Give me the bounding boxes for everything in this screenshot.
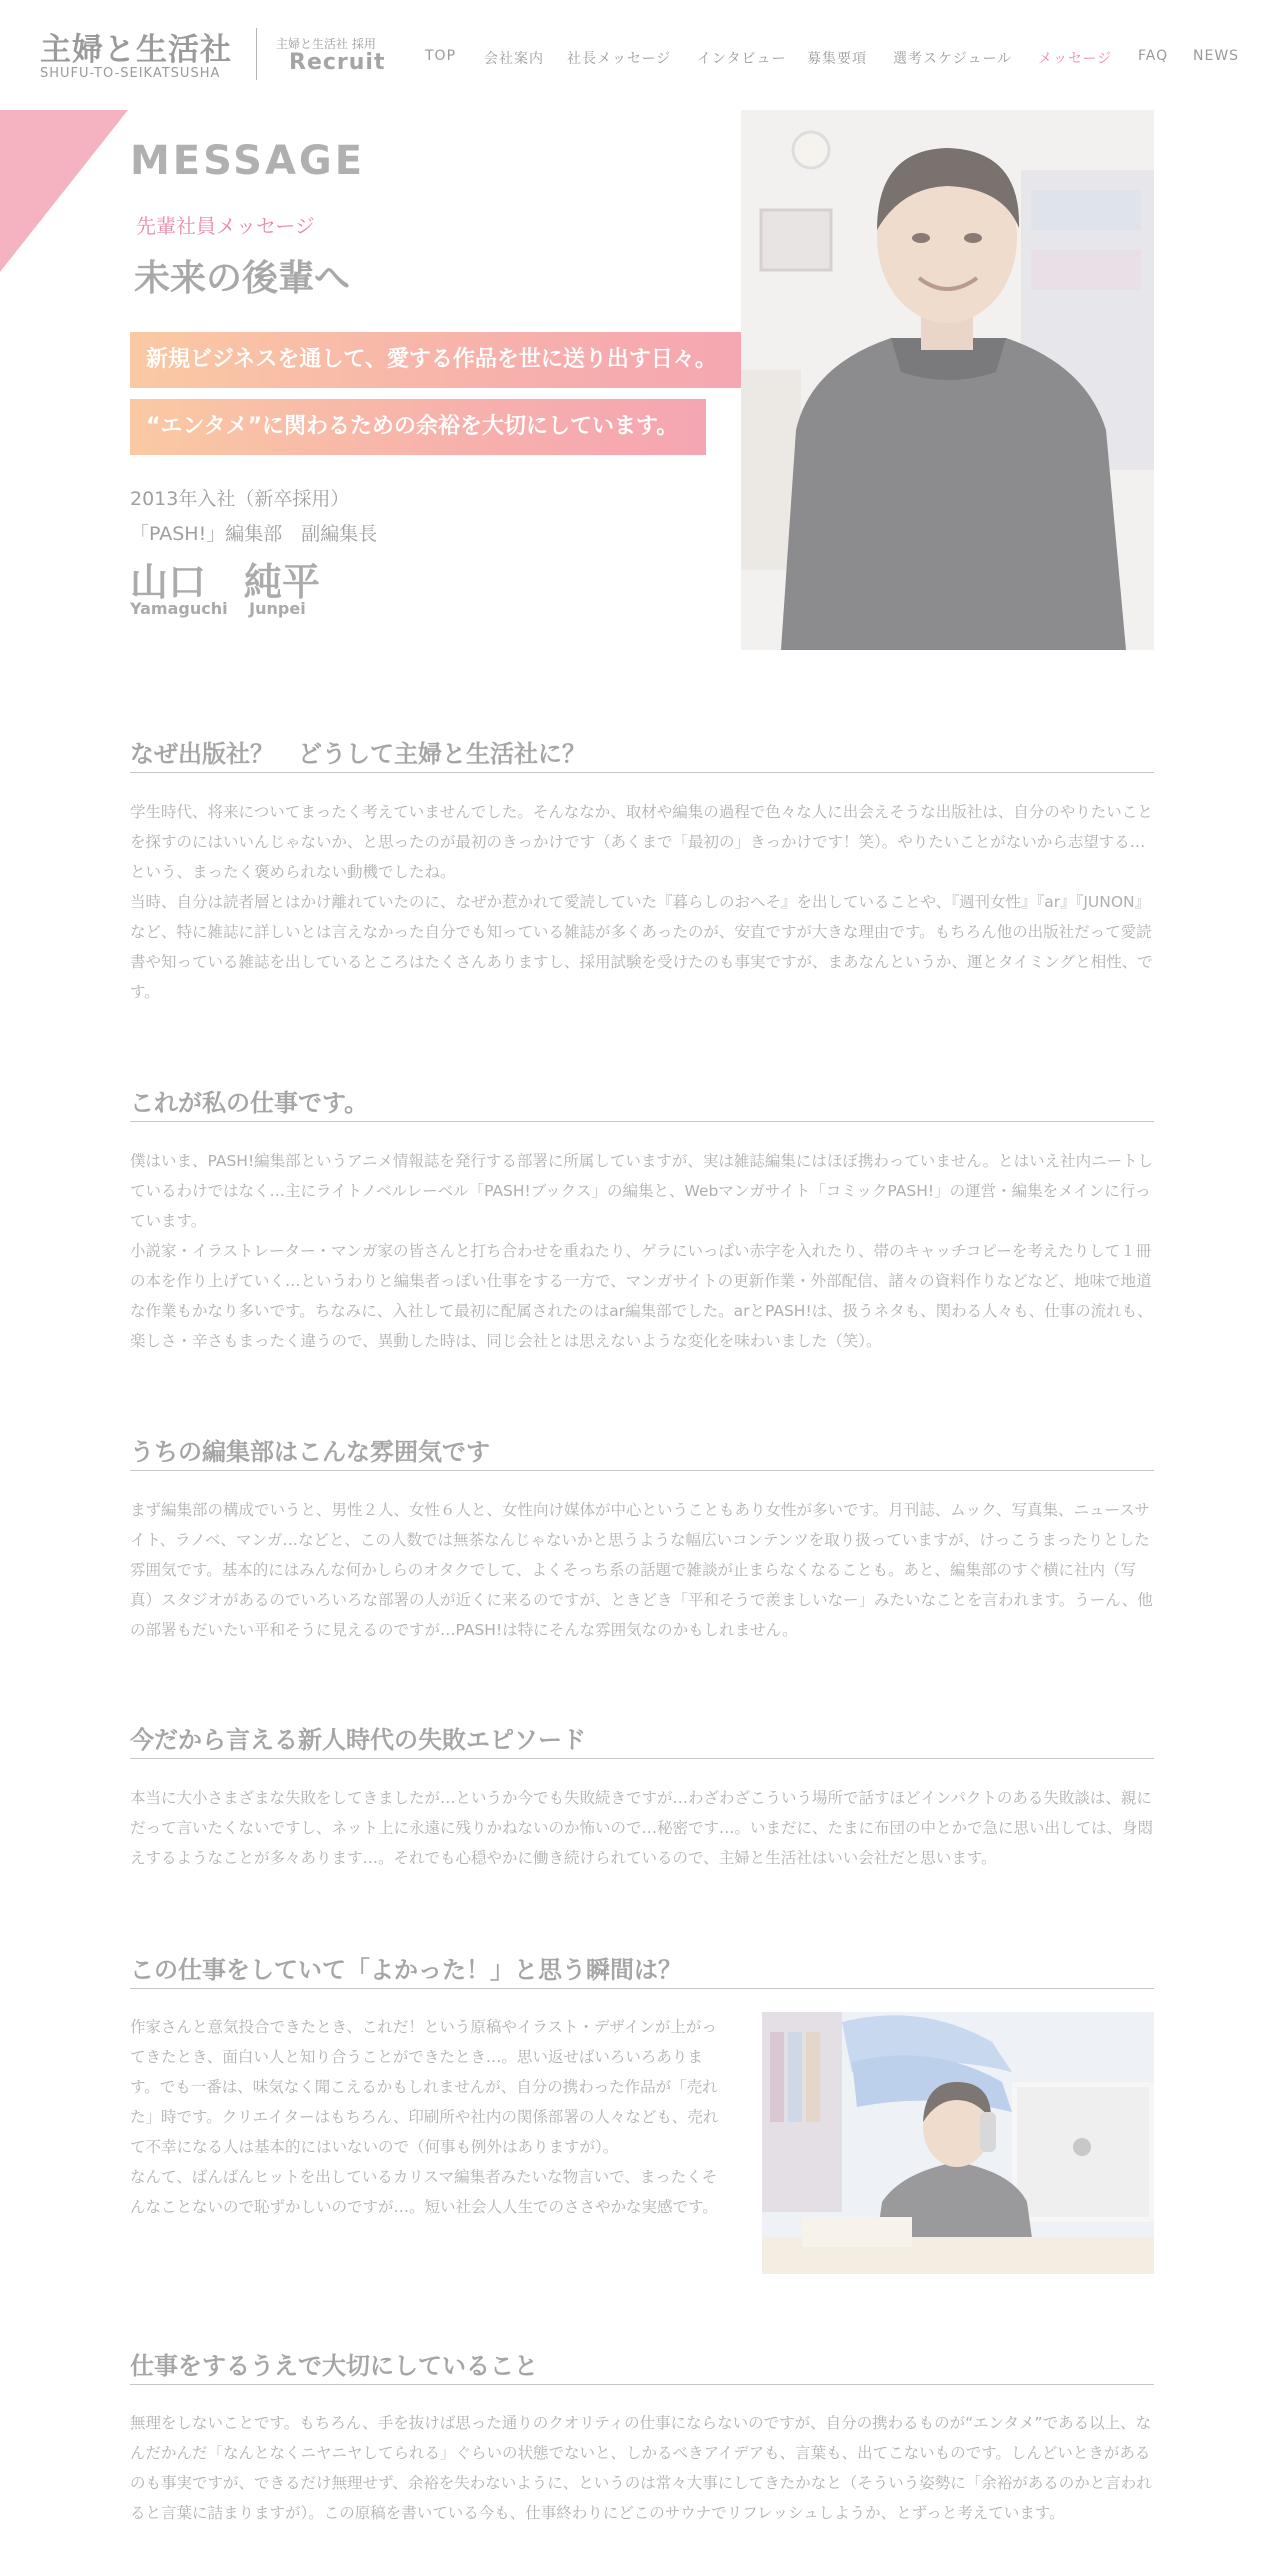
section-divider	[130, 1988, 1154, 1989]
paragraph: 小説家・イラストレーター・マンガ家の皆さんと打ち合わせを重ねたり、ゲラにいっぱい赤字を入れたり、帯のキャッチコピーを考えたりして１冊の本を作り上げていく…というわりと編集者っぽい仕事をする一方で、マンガサイトの更新作業・外部配信、諸々の資料作りなどなど、地味で地道な作業もかなり多いです。ちなみに、入社して最初に配属されたのはar編集部でした。arとPASH!は、扱うネタも、関わる人々も、仕事の流れも、楽しさ・辛さもまったく違うので、異動した時は、同じ会社とは思えないような変化を味わいました（笑）。	[130, 1242, 1153, 1350]
paragraph: なんて、ばんばんヒットを出しているカリスマ編集者みたいな物言いで、まったくそんなことないので恥ずかしいのですが…。短い社会人人生でのささやかな実感です。	[130, 2168, 718, 2216]
section-heading-team-atmosphere: うちの編集部はこんな雰囲気です	[130, 1438, 490, 1466]
site-logo-romaji: SHUFU-TO-SEIKATSUSHA	[40, 66, 221, 81]
section-heading-good-moments: この仕事をしていて「よかった！」と思う瞬間は？	[130, 1956, 682, 1984]
office-photo	[762, 2012, 1154, 2274]
nav-message[interactable]: メッセージ	[1038, 51, 1113, 67]
employee-name: 山口 純平	[130, 560, 321, 604]
section-heading-why-publisher: なぜ出版社？ どうして主婦と生活社に？	[130, 740, 586, 768]
recruit-logo[interactable]: Recruit	[289, 50, 386, 75]
section-body-good-moments	[130, 2012, 720, 2222]
nav-company[interactable]: 会社案内	[484, 51, 544, 67]
recruit-label-small: 主婦と生活社 採用	[276, 37, 376, 51]
site-header	[0, 0, 1284, 110]
nav-schedule[interactable]: 選考スケジュール	[893, 51, 1013, 67]
section-divider	[130, 1121, 1154, 1122]
hero-heading: 未来の後輩へ	[134, 258, 351, 299]
catchphrase-1: 新規ビジネスを通して、愛する作品を世に送り出す日々。	[130, 332, 774, 388]
paragraph: 僕はいま、PASH!編集部というアニメ情報誌を発行する部署に所属していますが、実は雑誌編集にはほぼ携わっていません。とはいえ社内ニートしているわけではなく…主にライトノベルレーベル「PASH!ブックス」の編集と、Webマンガサイト「コミックPASH!」の運営・編集をメインに行っています。	[130, 1152, 1154, 1230]
nav-faq[interactable]: FAQ	[1138, 48, 1169, 64]
section-heading-my-work: これが私の仕事です。	[130, 1089, 369, 1117]
section-body-team-atmosphere	[130, 1495, 1154, 1645]
paragraph: 作家さんと意気投合できたとき、これだ！という原稿やイラスト・デザインが上がってきたとき、面白い人と知り合うことができたとき…。思い返せばいろいろあります。でも一番は、味気なく聞こえるかもしれませんが、自分の携わった作品が「売れた」時です。クリエイターはもちろん、印刷所や社内の関係部署の人々なども、売れて不幸になる人は基本的にはいないので（何事も例外はありますが）。	[130, 2018, 719, 2156]
nav-top[interactable]: TOP	[425, 48, 457, 64]
section-divider	[130, 1758, 1154, 1759]
pink-corner-decoration	[0, 110, 128, 272]
employee-portrait-photo	[741, 110, 1154, 650]
section-body-failure-episode	[130, 1783, 1154, 1873]
section-divider	[130, 2384, 1154, 2385]
join-year: 2013年入社（新卒採用）	[130, 488, 350, 510]
section-body-my-work	[130, 1146, 1154, 1356]
section-body-why-publisher	[130, 797, 1154, 1007]
page-subtitle: 先輩社員メッセージ	[136, 214, 315, 238]
department-title: 「PASH!」編集部 副編集長	[130, 523, 378, 545]
paragraph: 学生時代、将来についてまったく考えていませんでした。そんななか、取材や編集の過程で色々な人に出会えそうな出版社は、自分のやりたいことを探すのにはいいんじゃないか、と思ったのが最初のきっかけです（あくまで「最初の」きっかけです！笑）。やりたいことがないから志望する…という、まったく褒められない動機でしたね。	[130, 803, 1153, 881]
section-heading-failure-episode: 今だから言える新人時代の失敗エピソード	[130, 1726, 586, 1754]
section-heading-what-i-value: 仕事をするうえで大切にしていること	[130, 2352, 538, 2380]
nav-interview[interactable]: インタビュー	[697, 51, 787, 67]
nav-president-message[interactable]: 社長メッセージ	[567, 51, 672, 67]
paragraph: 本当に大小さまざまな失敗をしてきましたが…というか今でも失敗続きですが…わざわざこういう場所で話すほどインパクトのある失敗談は、親にだって言いたくないですし、ネット上に永遠に残りかねないのか怖いので…秘密です…。いまだに、たまに布団の中とかで急に思い出しては、身悶えするようなことが多々あります…。それでも心穏やかに働き続けられているので、主婦と生活社はいい会社だと思います。	[130, 1789, 1154, 1867]
section-divider	[130, 772, 1154, 773]
site-logo[interactable]: 主婦と生活社	[40, 32, 232, 68]
paragraph: 当時、自分は読者層とはかけ離れていたのに、なぜか惹かれて愛読していた『暮らしのおへそ』を出していることや、『週刊女性』『ar』『JUNON』など、特に雑誌に詳しいとは言えなかった自分でも知っている雑誌が多くあったのが、安直ですが大きな理由です。もちろん他の出版社だって愛読書や知っている雑誌を出しているところはたくさんありますし、採用試験を受けたのも事実ですが、まあなんというか、運とタイミングと相性、です。	[130, 893, 1153, 1001]
catchphrase-2: “エンタメ”に関わるための余裕を大切にしています。	[130, 399, 706, 455]
paragraph: 無理をしないことです。もちろん、手を抜けば思った通りのクオリティの仕事にならないのですが、自分の携わるものが“エンタメ”である以上、なんだかんだ「なんとなくニヤニヤしてられる」ぐらいの状態でないと、しかるべきアイデアも、言葉も、出てこないものです。しんどいときがあるのも事実ですが、できるだけ無理せず、余裕を失わないように、というのは常々大事にしてきたかなと（そういう姿勢に「余裕があるのかと言われると言葉に詰まりますが）。この原稿を書いている今も、仕事終わりにどこのサウナでリフレッシュしようか、とずっと考えています。	[130, 2414, 1152, 2522]
section-divider	[130, 1470, 1154, 1471]
nav-requirements[interactable]: 募集要項	[807, 51, 867, 67]
nav-news[interactable]: NEWS	[1193, 48, 1240, 64]
page-title: MESSAGE	[130, 138, 366, 184]
section-body-what-i-value	[130, 2408, 1154, 2528]
logo-divider	[256, 28, 257, 80]
paragraph: まず編集部の構成でいうと、男性２人、女性６人と、女性向け媒体が中心ということもあり女性が多いです。月刊誌、ムック、写真集、ニュースサイト、ラノベ、マンガ…などと、この人数では無茶なんじゃないかと思うような幅広いコンテンツを取り扱っていますが、けっこうまったりとした雰囲気です。基本的にはみんな何かしらのオタクでして、よくそっち系の話題で雑談が止まらなくなることも。あと、編集部のすぐ横に社内（写真）スタジオがあるのでいろいろな部署の人が近くに来るのですが、ときどき「平和そうで羨ましいなー」みたいなことを言われます。うーん、他の部署もだいたい平和そうに見えるのですが…PASH!は特にそんな雰囲気なのかもしれません。	[130, 1501, 1153, 1639]
employee-name-romaji: Yamaguchi Junpei	[130, 599, 306, 618]
